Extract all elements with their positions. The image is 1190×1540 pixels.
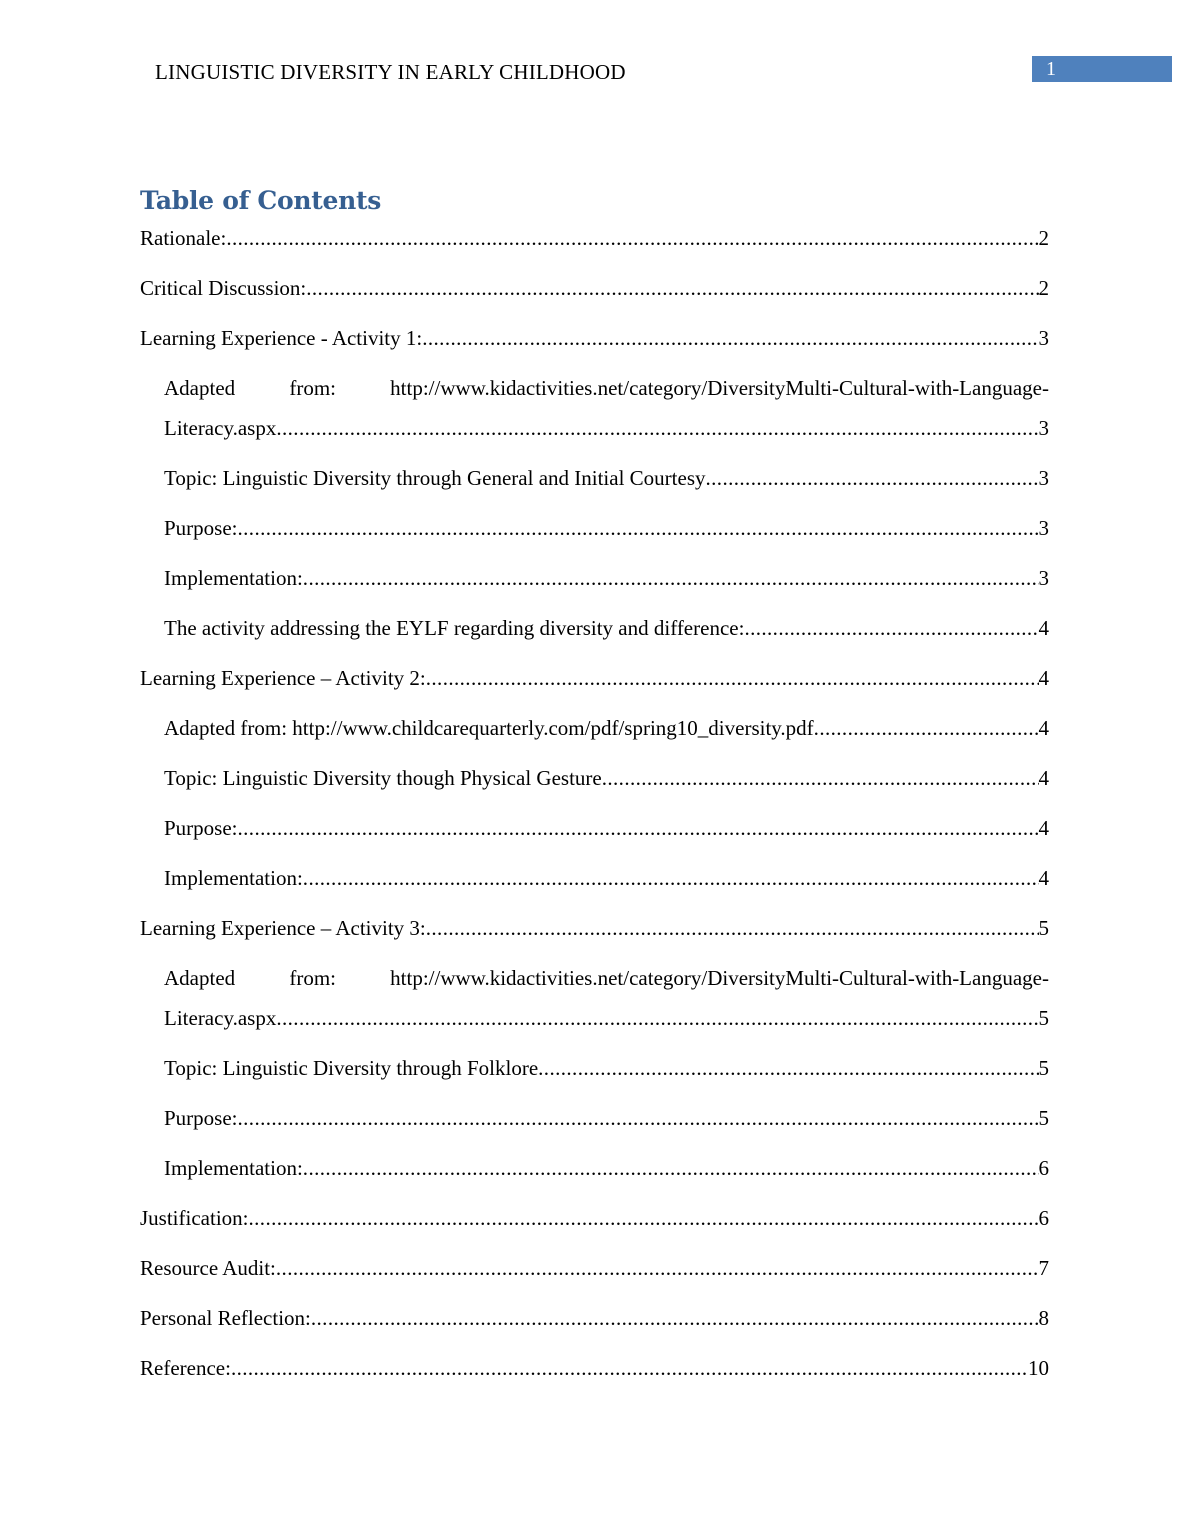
- dot-leader: [303, 1152, 1039, 1184]
- toc-entry-page: 3: [1038, 566, 1049, 590]
- toc-entry-page: 2: [1038, 276, 1049, 300]
- page-number: 1: [1046, 58, 1056, 80]
- dot-leader: [238, 512, 1039, 544]
- toc-entry-label: Learning Experience - Activity 1:: [140, 326, 423, 350]
- dot-leader: [249, 1202, 1039, 1234]
- toc-entry-label: Adapted from: http://www.childcarequarterly.com/pdf/spring10_diversity.pdf: [164, 716, 814, 740]
- toc-entry-page: 8: [1038, 1306, 1049, 1330]
- toc-subentry[interactable]: [164, 712, 1049, 744]
- toc-entry-page: 5: [1038, 1056, 1049, 1080]
- toc-entry-page: 3: [1038, 416, 1049, 440]
- toc-entry-label: Resource Audit:: [140, 1256, 276, 1280]
- toc-entry[interactable]: [140, 1302, 1049, 1334]
- dot-leader: [538, 1052, 1038, 1084]
- toc-subentry[interactable]: [164, 962, 1049, 1034]
- toc-entry-page: 3: [1038, 466, 1049, 490]
- toc-entry-page: 4: [1038, 666, 1049, 690]
- toc-entry-label: Implementation:: [164, 1156, 303, 1180]
- toc-entry-label: Rationale:: [140, 226, 227, 250]
- toc-subentry[interactable]: [164, 372, 1049, 444]
- dot-leader: [422, 322, 1038, 354]
- dot-leader: [744, 612, 1038, 644]
- toc-entry-page: 10: [1028, 1356, 1049, 1380]
- toc-entry-label-first-line: Adapted from: http://www.kidactivities.net/category/DiversityMulti-Cultural-with-Language-: [164, 376, 1049, 400]
- toc-entry-page: 6: [1038, 1156, 1049, 1180]
- toc-entry-page: 4: [1038, 766, 1049, 790]
- toc-entry-label: Topic: Linguistic Diversity through Folklore: [164, 1056, 539, 1080]
- toc-entry[interactable]: [140, 662, 1049, 694]
- toc-entry-label: Critical Discussion:: [140, 276, 307, 300]
- toc-entry-label: The activity addressing the EYLF regarding diversity and difference:: [164, 616, 745, 640]
- dot-leader: [426, 912, 1039, 944]
- toc-entry-label: Purpose:: [164, 816, 238, 840]
- dot-leader: [303, 562, 1039, 594]
- toc-entry-label: Literacy.aspx: [164, 416, 277, 440]
- toc-entry-page: 5: [1038, 1006, 1049, 1030]
- running-head: LINGUISTIC DIVERSITY IN EARLY CHILDHOOD: [155, 60, 626, 84]
- toc-subentry[interactable]: [164, 562, 1049, 594]
- toc-entry-label: Implementation:: [164, 566, 303, 590]
- dot-leader: [276, 412, 1038, 444]
- toc-entry[interactable]: [140, 912, 1049, 944]
- toc-entry[interactable]: [140, 1252, 1049, 1284]
- dot-leader: [814, 712, 1039, 744]
- toc-entry-label: Learning Experience – Activity 3:: [140, 916, 426, 940]
- toc-entry-label: Implementation:: [164, 866, 303, 890]
- toc-entry[interactable]: [140, 272, 1049, 304]
- toc-entry-label: Literacy.aspx: [164, 1006, 277, 1030]
- dot-leader: [706, 462, 1039, 494]
- toc-title: Table of Contents: [140, 186, 382, 215]
- toc-subentry[interactable]: [164, 762, 1049, 794]
- toc-entry[interactable]: [140, 1202, 1049, 1234]
- toc-entry-page: 5: [1038, 916, 1049, 940]
- dot-leader: [226, 222, 1038, 254]
- toc-entry-label: Purpose:: [164, 1106, 238, 1130]
- toc-subentry[interactable]: [164, 1102, 1049, 1134]
- toc-entry-label: Topic: Linguistic Diversity through General and Initial Courtesy: [164, 466, 706, 490]
- dot-leader: [238, 1102, 1039, 1134]
- toc-subentry[interactable]: [164, 812, 1049, 844]
- toc-entry-label: Purpose:: [164, 516, 238, 540]
- dot-leader: [238, 812, 1039, 844]
- page-number-box: [1032, 56, 1172, 82]
- dot-leader: [303, 862, 1039, 894]
- toc-entry-page: 4: [1038, 866, 1049, 890]
- toc-entry-page: 4: [1038, 716, 1049, 740]
- toc-entry[interactable]: [140, 222, 1049, 254]
- toc-entry-page: 3: [1038, 326, 1049, 350]
- toc-entry-label-first-line: Adapted from: http://www.kidactivities.net/category/DiversityMulti-Cultural-with-Language-: [164, 966, 1049, 990]
- toc-entry-page: 4: [1038, 816, 1049, 840]
- toc-subentry[interactable]: [164, 512, 1049, 544]
- toc-entry-label: Justification:: [140, 1206, 249, 1230]
- dot-leader: [276, 1002, 1038, 1034]
- dot-leader: [306, 272, 1038, 304]
- toc-entry-page: 4: [1038, 616, 1049, 640]
- toc-subentry[interactable]: [164, 1152, 1049, 1184]
- toc-entry[interactable]: [140, 322, 1049, 354]
- dot-leader: [602, 762, 1039, 794]
- toc-entry-label: Personal Reflection:: [140, 1306, 311, 1330]
- toc-entry-page: 7: [1038, 1256, 1049, 1280]
- dot-leader: [311, 1302, 1039, 1334]
- dot-leader: [426, 662, 1039, 694]
- toc-entry-label: Reference:: [140, 1356, 231, 1380]
- dot-leader: [276, 1252, 1039, 1284]
- toc-entry-page: 2: [1038, 226, 1049, 250]
- toc-entry-label: Learning Experience – Activity 2:: [140, 666, 426, 690]
- toc-entry-label: Topic: Linguistic Diversity though Physical Gesture: [164, 766, 602, 790]
- dot-leader: [231, 1352, 1028, 1384]
- toc-subentry[interactable]: [164, 612, 1049, 644]
- toc-entry-page: 6: [1038, 1206, 1049, 1230]
- toc-entry-page: 5: [1038, 1106, 1049, 1130]
- toc-entry-page: 3: [1038, 516, 1049, 540]
- toc-subentry[interactable]: [164, 862, 1049, 894]
- toc-entry[interactable]: [140, 1352, 1049, 1384]
- toc-subentry[interactable]: [164, 462, 1049, 494]
- toc-subentry[interactable]: [164, 1052, 1049, 1084]
